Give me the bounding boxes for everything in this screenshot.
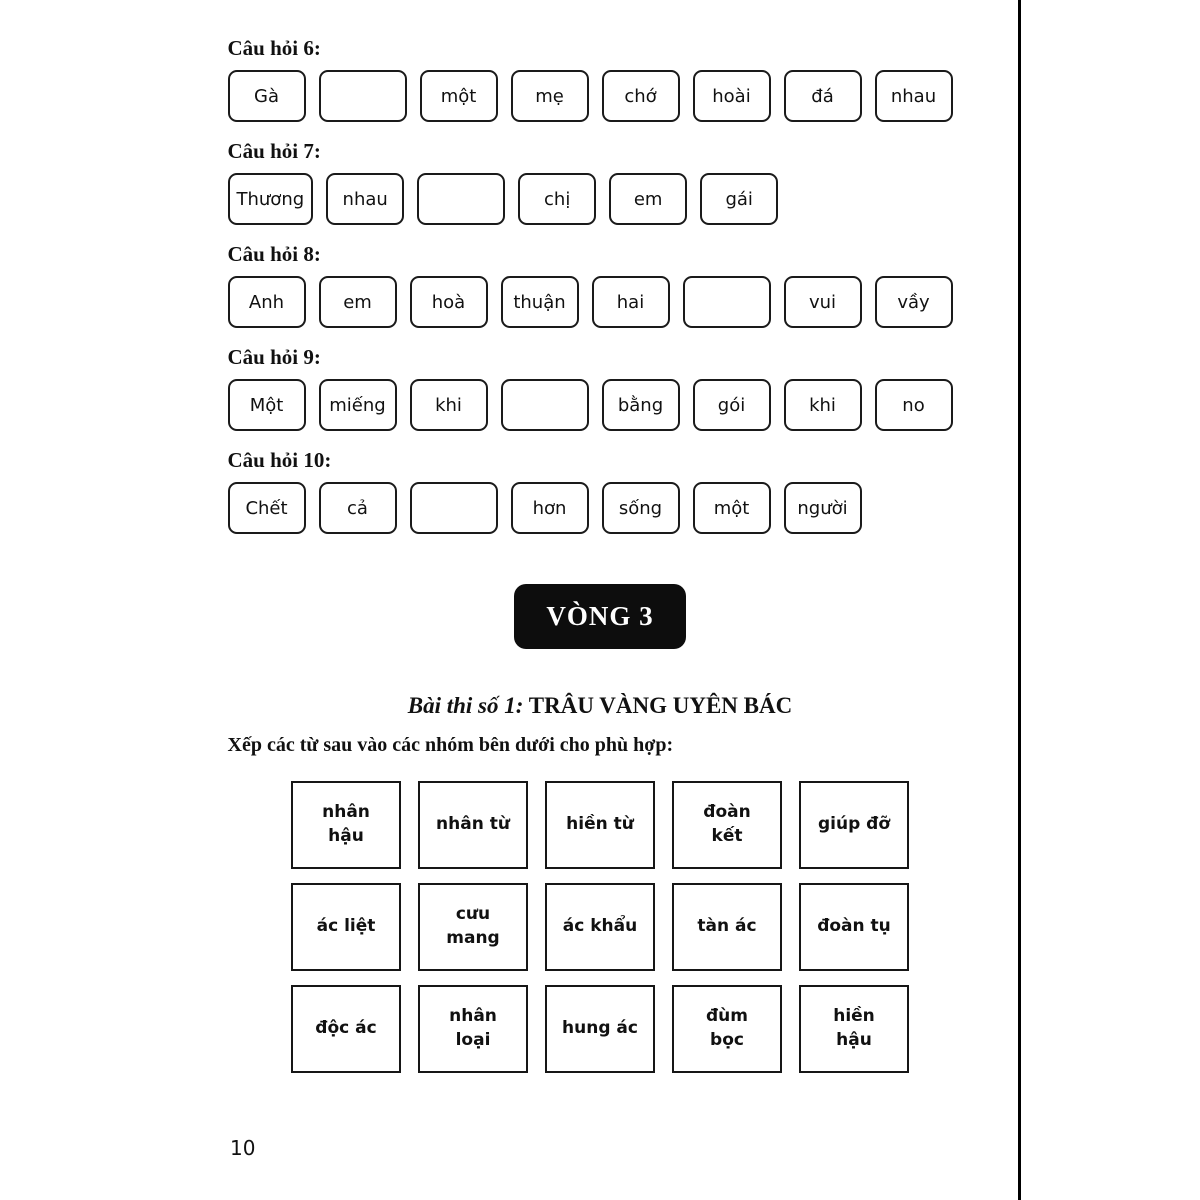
word-tile: khi (784, 379, 862, 431)
word-card (418, 883, 528, 971)
page-edge-line (1018, 0, 1021, 1200)
word-card-line: ác liệt (316, 916, 376, 937)
question-block (228, 36, 973, 122)
word-card (672, 781, 782, 869)
word-card (418, 985, 528, 1073)
word-card-line: mang (446, 928, 500, 948)
word-tile: no (875, 379, 953, 431)
word-card-line: nhân từ (436, 814, 510, 835)
blank-tile (683, 276, 771, 328)
word-tile: người (784, 482, 862, 534)
word-tile: hoài (693, 70, 771, 122)
word-tile-row (228, 173, 973, 225)
word-tile-row (228, 379, 973, 431)
round-badge: VÒNG 3 (514, 584, 685, 649)
question-label: Câu hỏi 10: (227, 448, 332, 472)
word-tile: nhau (326, 173, 404, 225)
question-label: Câu hỏi 8: (227, 242, 321, 266)
blank-tile (501, 379, 589, 431)
question-block (228, 345, 973, 431)
word-card-line: cưu (455, 904, 491, 925)
blank-tile (410, 482, 498, 534)
word-card (291, 883, 401, 971)
word-tile: Gà (228, 70, 306, 122)
word-tile: vầy (875, 276, 953, 328)
round-badge-wrap (228, 584, 973, 649)
instruction-text: Xếp các từ sau vào các nhóm bên dưới cho phù hợp: (227, 734, 674, 756)
word-tile: em (609, 173, 687, 225)
word-card (672, 883, 782, 971)
word-card (291, 985, 401, 1073)
word-tile: hoà (410, 276, 488, 328)
word-tile: một (420, 70, 498, 122)
word-tile: gói (693, 379, 771, 431)
word-card-line: giúp đỡ (817, 814, 891, 835)
word-tile: Thương (228, 173, 314, 225)
word-tile-row (228, 482, 973, 534)
word-card-line: tàn ác (697, 916, 757, 937)
word-tile: Anh (228, 276, 306, 328)
word-card-line: loại (455, 1030, 491, 1050)
exam-title-prefix: Bài thi số 1: (407, 693, 524, 718)
question-label: Câu hỏi 7: (227, 139, 321, 163)
word-card-line: hung ác (562, 1018, 638, 1039)
word-card-line: bọc (710, 1030, 744, 1050)
word-tile: gái (700, 173, 778, 225)
word-tile-row (228, 276, 973, 328)
word-tile: miếng (319, 379, 397, 431)
word-tile: hơn (511, 482, 589, 534)
word-card-line: độc ác (315, 1018, 377, 1039)
word-card (672, 985, 782, 1073)
word-card-line: nhân (322, 802, 370, 823)
word-tile: chớ (602, 70, 680, 122)
word-card (545, 781, 655, 869)
word-tile: cả (319, 482, 397, 534)
word-card (799, 883, 909, 971)
word-card (799, 781, 909, 869)
exam-title-name: TRÂU VÀNG UYÊN BÁC (528, 693, 793, 718)
word-card (545, 985, 655, 1073)
word-tile: sống (602, 482, 680, 534)
word-card (291, 781, 401, 869)
exam-title (228, 693, 973, 719)
word-card-line: đùm (706, 1006, 748, 1027)
word-tile: Một (228, 379, 306, 431)
blank-tile (417, 173, 505, 225)
word-tile: hai (592, 276, 670, 328)
question-list (228, 36, 973, 534)
word-card-line: ác khẩu (562, 916, 638, 937)
word-grid (228, 781, 973, 1073)
word-card (418, 781, 528, 869)
question-block (228, 139, 973, 225)
word-tile: chị (518, 173, 596, 225)
question-label: Câu hỏi 9: (227, 345, 321, 369)
word-card-line: hiền (833, 1006, 875, 1027)
page-number: 10 (230, 1136, 256, 1160)
word-tile: nhau (875, 70, 953, 122)
word-card (545, 883, 655, 971)
word-tile: bằng (602, 379, 680, 431)
word-tile: một (693, 482, 771, 534)
question-block (228, 242, 973, 328)
word-tile: vui (784, 276, 862, 328)
question-block (228, 448, 973, 534)
word-tile: khi (410, 379, 488, 431)
word-card-line: kết (711, 826, 743, 846)
word-card-line: đoàn tụ (817, 916, 891, 937)
word-tile: em (319, 276, 397, 328)
word-tile: thuận (501, 276, 579, 328)
page-content (228, 0, 973, 1073)
word-card (799, 985, 909, 1073)
word-tile: đá (784, 70, 862, 122)
word-tile-row (228, 70, 973, 122)
word-card-line: nhân (449, 1006, 497, 1027)
word-card-line: hậu (836, 1030, 872, 1050)
word-tile: Chết (228, 482, 306, 534)
question-label: Câu hỏi 6: (227, 36, 321, 60)
word-card-line: đoàn (703, 802, 751, 823)
word-card-line: hiền từ (566, 814, 634, 835)
blank-tile (319, 70, 407, 122)
word-card-line: hậu (328, 826, 364, 846)
word-tile: mẹ (511, 70, 589, 122)
